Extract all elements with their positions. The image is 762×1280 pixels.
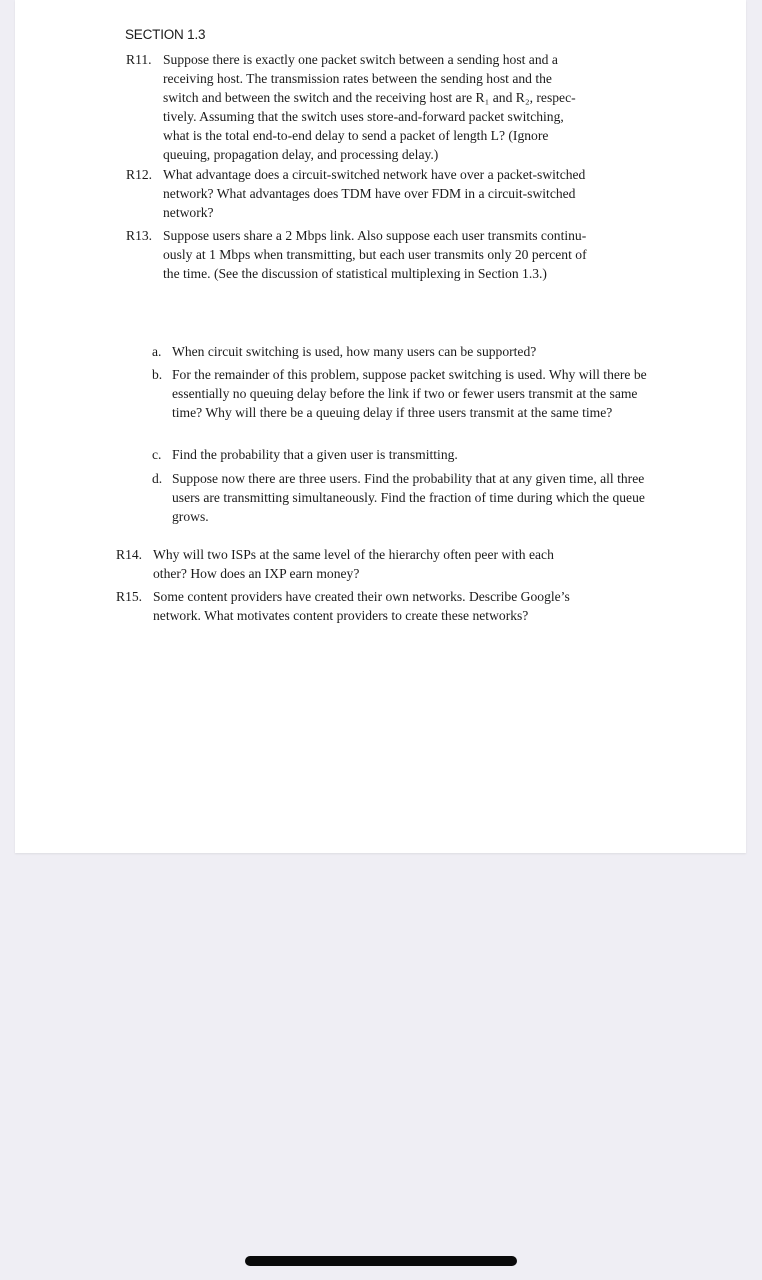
subquestion-line: For the remainder of this problem, suppose packet switching is used. Why xyxy=(172,367,576,382)
question-r12 xyxy=(126,165,656,222)
question-number: R11. xyxy=(126,52,152,67)
subquestion-line: will there be essentially no queuing delay before the link if two or fewer xyxy=(172,367,647,401)
section-title: SECTION 1.3 xyxy=(125,27,206,42)
subquestion-line: When circuit switching is used, how many users can be supported? xyxy=(172,344,537,359)
home-indicator[interactable] xyxy=(245,1256,517,1266)
subquestion-line: Suppose now there are three users. Find the probability that at any given xyxy=(172,471,566,486)
subquestion-line: three users transmit at the same time? xyxy=(407,405,613,420)
question-line: switch and between the switch and the receiving host are R₁ and R₂, respec- xyxy=(163,90,576,105)
question-line: the time. (See the discussion of statistical multiplexing in Section 1.3.) xyxy=(163,266,547,281)
subquestion-label: b. xyxy=(152,367,163,382)
subquestion-label: c. xyxy=(152,447,162,462)
question-number: R13. xyxy=(126,228,153,243)
document-page xyxy=(15,0,746,853)
question-line: network? xyxy=(163,205,214,220)
question-line: queuing, propagation delay, and processing delay.) xyxy=(163,147,439,162)
question-line: network? What advantages does TDM have over FDM in a circuit-switched xyxy=(163,186,576,201)
question-r15 xyxy=(116,587,646,625)
subquestion-line: time during which the queue grows. xyxy=(172,490,645,524)
subquestion-label: a. xyxy=(152,344,162,359)
question-number: R15. xyxy=(116,589,143,604)
subquestion-b xyxy=(152,365,662,422)
subquestion-line: time, all three users are transmitting simultaneously. Find the fraction of xyxy=(172,471,645,505)
question-number: R12. xyxy=(126,167,153,182)
question-line: network. What motivates content providers to create these networks? xyxy=(153,608,529,623)
question-line: tively. Assuming that the switch uses store-and-forward packet switching, xyxy=(163,109,564,124)
subquestion-a xyxy=(152,342,652,361)
question-line: Some content providers have created their own networks. Describe Google’s xyxy=(153,589,570,604)
subquestion-line: Find the probability that a given user is transmitting. xyxy=(172,447,458,462)
question-line: Suppose there is exactly one packet switch between a sending host and a xyxy=(163,52,558,67)
question-line: ously at 1 Mbps when transmitting, but each user transmits only 20 percent of xyxy=(163,247,587,262)
question-line: Suppose users share a 2 Mbps link. Also suppose each user transmits continu- xyxy=(163,228,587,243)
question-r13 xyxy=(126,226,666,283)
subquestion-label: d. xyxy=(152,471,163,486)
question-line: what is the total end-to-end delay to send a packet of length L? (Ignore xyxy=(163,128,549,143)
question-line: Why will two ISPs at the same level of the hierarchy often peer with each xyxy=(153,547,554,562)
question-r14 xyxy=(116,545,646,583)
question-r11 xyxy=(126,50,656,164)
subquestion-c xyxy=(152,445,652,464)
subquestion-d xyxy=(152,469,662,526)
question-line: receiving host. The transmission rates between the sending host and the xyxy=(163,71,552,86)
question-line: other? How does an IXP earn money? xyxy=(153,566,360,581)
question-line: What advantage does a circuit-switched network have over a packet-switched xyxy=(163,167,586,182)
subquestion-line: users transmit at the same time? Why will there be a queuing delay if xyxy=(172,386,638,420)
question-number: R14. xyxy=(116,547,143,562)
